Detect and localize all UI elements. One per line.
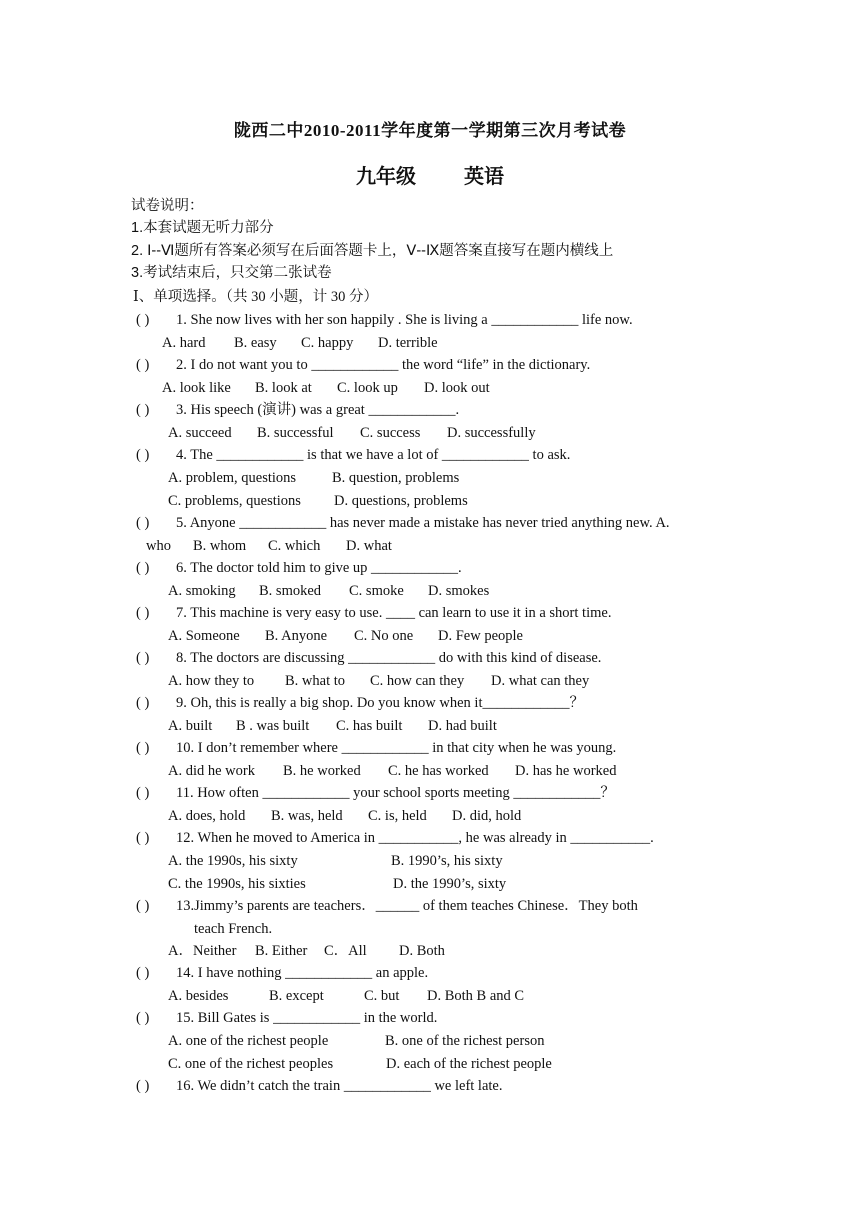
question-options: A. how they to B. what to C. how can they D. what can they — [168, 673, 590, 689]
question-stem: ( ) 6. The doctor told him to give up ____________. — [136, 560, 462, 576]
question-stem: ( ) 10. I don’t remember where ____________ in that city when he was young. — [136, 740, 617, 756]
question-stem: ( ) 3. His speech (演讲) was a great ____________. — [136, 402, 460, 418]
question-stem: ( ) 1. She now lives with her son happily . She is living a ____________ life now. — [136, 312, 633, 328]
question-stem: ( ) 11. How often ____________ your school sports meeting ____________？ — [136, 785, 615, 801]
instruction-item: 1.本套试题无听力部分 — [131, 220, 274, 236]
question-stem: ( ) 15. Bill Gates is ____________ in the world. — [136, 1010, 438, 1026]
question-stem: ( ) 4. The ____________ is that we have a lot of ____________ to ask. — [136, 447, 571, 463]
question-options: C. one of the richest peoples D. each of the richest people — [168, 1056, 552, 1072]
question-options: A. problem, questions B. question, problems — [168, 470, 460, 486]
subject-label: 英语 — [464, 166, 504, 188]
question-stem: ( ) 8. The doctors are discussing ____________ do with this kind of disease. — [136, 650, 602, 666]
section-heading: Ⅰ、单项选择。（共 30 小题，计 30 分） — [133, 289, 378, 305]
instruction-item: 2. Ⅰ--Ⅵ题所有答案必须写在后面答题卡上，Ⅴ--Ⅸ题答案直接写在题内横线上 — [131, 243, 614, 259]
question-options: A．Neither B. Either C．All D. Both — [168, 943, 445, 959]
grade-label: 九年级 — [356, 166, 416, 188]
question-stem: ( ) 5. Anyone ____________ has never made a mistake has never tried anything new. A. — [136, 515, 670, 531]
question-options: C. the 1990s, his sixties D. the 1990’s, sixty — [168, 876, 507, 892]
question-options: A. hard B. easy C. happy D. terrible — [162, 335, 438, 351]
question-stem: ( ) 9. Oh, this is really a big shop. Do you know when it____________？ — [136, 695, 584, 711]
answer-paren: ( ) — [136, 312, 150, 328]
question-options: A. besides B. except C. but D. Both B and C — [168, 988, 525, 1004]
question-options: A. did he work B. he worked C. he has worked D. has he worked — [168, 763, 617, 779]
question-options: A. look like B. look at C. look up D. look out — [162, 380, 490, 396]
question-options: A. built B . was built C. has built D. had built — [168, 718, 497, 734]
question-options: A. one of the richest people B. one of the richest person — [168, 1033, 545, 1049]
question-options: A. smoking B. smoked C. smoke D. smokes — [168, 583, 490, 599]
question-options: who B. whom C. which D. what — [146, 538, 392, 554]
question-stem: ( ) 16. We didn’t catch the train ____________ we left late. — [136, 1078, 503, 1094]
grade-subject-heading — [0, 160, 860, 189]
question-options: A. does, hold B. was, held C. is, held D. did, hold — [168, 808, 522, 824]
instructions-heading: 试卷说明： — [131, 198, 204, 214]
question-options: A. the 1990s, his sixty B. 1990’s, his sixty — [168, 853, 503, 869]
question-stem: ( ) 7. This machine is very easy to use. ____ can learn to use it in a short time. — [136, 605, 612, 621]
question-stem: ( ) 13.Jimmy’s parents are teachers．______ of them teaches Chinese．They both — [136, 898, 638, 914]
instruction-item: 3.考试结束后，只交第二张试卷 — [131, 265, 332, 281]
question-options: A. Someone B. Anyone C. No one D. Few people — [168, 628, 523, 644]
question-stem-continued: teach French. — [194, 921, 273, 937]
exam-title: 陇西二中2010-2011学年度第一学期第三次月考试卷 — [233, 121, 627, 140]
question-stem: ( ) 12. When he moved to America in ___________, he was already in ___________. — [136, 830, 654, 846]
question-stem: ( ) 14. I have nothing ____________ an apple. — [136, 965, 429, 981]
question-options: C. problems, questions D. questions, problems — [168, 493, 468, 509]
question-options: A. succeed B. successful C. success D. successfully — [168, 425, 536, 441]
question-stem: ( ) 2. I do not want you to ____________ the word “life” in the dictionary. — [136, 357, 591, 373]
